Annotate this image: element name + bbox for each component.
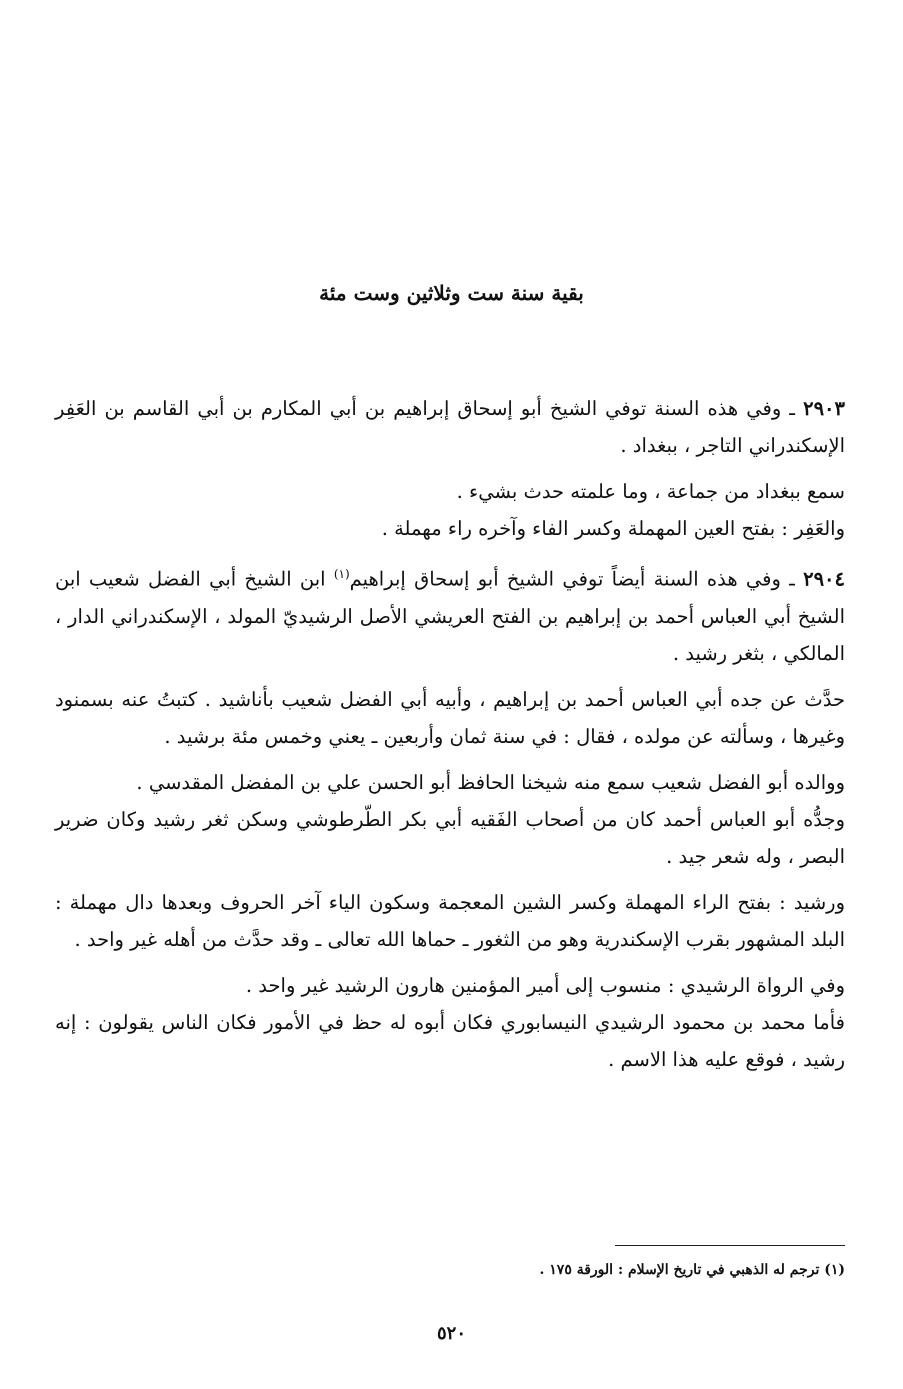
paragraph: ووالده أبو الفضل شعيب سمع منه شيخنا الحافظ أبو الحسن علي بن المفضل المقدسي . (136, 770, 845, 794)
entry-number: ٢٩٠٤ (803, 567, 845, 591)
paragraph: وجدُّه أبو العباس أحمد كان من أصحاب الفَقيه أبي بكر الطّرطوشي وسكن ثغر رشيد وكان ضرير البصر ، وله شعر جيد . (55, 807, 845, 868)
paragraph: ورشيد : بفتح الراء المهملة وكسر الشين المعجمة وسكون الياء آخر الحروف وبعدها دال مهملة : البلد المشهور بقرب الإسكندرية وهو من الثغور ـ حماها الله تعالى ـ وقد حدَّث من أهله غير واحد . (55, 890, 845, 951)
entry-text-continued: ابن الشيخ أبي الفضل شعيب ابن الشيخ أبي العباس أحمد بن إبراهيم بن الفتح العريشي الأصل الرشيديّ المولد ، الإسكندراني الدار ، المالكي ، بثغر رشيد . (55, 567, 845, 665)
body-text (55, 390, 845, 1078)
paragraph: وفي الرواة الرشيدي : منسوب إلى أمير المؤمنين هارون الرشيد غير واحد . (245, 973, 845, 997)
paragraph: حدَّث عن جده أبي العباس أحمد بن إبراهيم ، وأبيه أبي الفضل شعيب بأناشيد . كتبتُ عنه بسمنود وغيرها ، وسألته عن مولده ، فقال : في سنة ثمان وأربعين ـ يعني وخمس مئة برشيد . (55, 687, 845, 748)
paragraph: فأما محمد بن محمود الرشيدي النيسابوري فكان أبوه له حظ في الأمور فكان الناس يقولون : إنه رشيد ، فوقع عليه هذا الاسم . (55, 1010, 845, 1071)
entry-2903 (55, 390, 845, 464)
entry-text: ـ وفي هذه السنة أيضاً توفي الشيخ أبو إسحاق إبراهيم (349, 567, 804, 591)
footnote-divider (615, 1245, 845, 1246)
entry-text: ـ وفي هذه السنة توفي الشيخ أبو إسحاق إبراهيم بن أبي المكارم بن أبي القاسم بن العَفِر الإسكندراني التاجر ، ببغداد . (55, 397, 845, 457)
page-number: ٥٢٠ (436, 1323, 466, 1344)
paragraph: سمع ببغداد من جماعة ، وما علمته حدث بشيء . (456, 480, 845, 503)
entry-2904 (55, 556, 845, 672)
footnote-marker[interactable]: (١) (333, 567, 350, 581)
page-title: بقية سنة ست وثلاثين وست مئة (319, 281, 584, 305)
entry-number: ٢٩٠٣ (803, 397, 845, 420)
paragraph: والعَفِر : بفتح العين المهملة وكسر الفاء وآخره راء مهملة . (381, 517, 845, 540)
footnote: (١) ترجم له الذهبي في تاريخ الإسلام : الورقة ١٧٥ . (539, 1262, 845, 1278)
